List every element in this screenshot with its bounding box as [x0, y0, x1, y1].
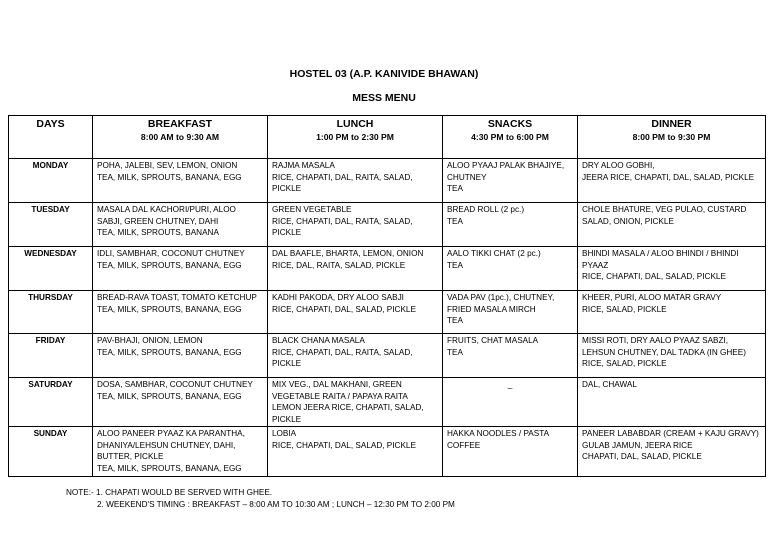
- lunch-item-line: LOBIA: [272, 429, 297, 438]
- header-days: [9, 116, 93, 159]
- dinner-cell: [578, 159, 766, 203]
- dinner-item-line: GULAB JAMUN, JEERA RICE: [582, 440, 693, 450]
- lunch-cell: [268, 159, 443, 203]
- breakfast-item-line: SABJI, GREEN CHUTNEY, DAHI: [97, 216, 219, 226]
- note-ghee: NOTE:- 1. CHAPATI WOULD BE SERVED WITH GHEE.: [66, 488, 273, 497]
- breakfast-cell: [93, 427, 268, 477]
- dinner-cell: [578, 203, 766, 247]
- breakfast-item-line: TEA, MILK, SPROUTS, BANANA, EGG: [97, 463, 242, 473]
- dinner-cell: [578, 378, 766, 427]
- day-cell: WEDNESDAY: [9, 247, 93, 291]
- breakfast-item-line: MASALA DAL KACHORI/PURI, ALOO: [97, 205, 236, 214]
- menu-row-wednesday: [9, 247, 766, 291]
- mess-menu-table: [8, 115, 766, 477]
- snacks-cell: [443, 159, 578, 203]
- menu-body: [9, 159, 766, 477]
- snacks-cell: [443, 203, 578, 247]
- lunch-item-line: RICE, CHAPATI, DAL, RAITA, SALAD,: [272, 172, 413, 182]
- header-snacks-label: SNACKS: [487, 118, 533, 130]
- dinner-item-line: RICE, SALAD, PICKLE: [582, 359, 667, 368]
- lunch-item-line: PICKLE: [272, 414, 302, 424]
- breakfast-cell: [93, 203, 268, 247]
- lunch-item-line: RICE, CHAPATI, DAL, SALAD, PICKLE: [272, 440, 416, 450]
- lunch-item-line: BLACK CHANA MASALA: [272, 336, 365, 345]
- menu-row-saturday: [9, 378, 766, 427]
- header-snacks-time: 4:30 PM to 6:00 PM: [471, 132, 549, 142]
- lunch-item-line: LEMON JEERA RICE, CHAPATI, SALAD,: [272, 403, 424, 412]
- breakfast-cell: [93, 378, 268, 427]
- day-cell: MONDAY: [9, 159, 93, 203]
- dinner-item-line: RICE, CHAPATI, DAL, SALAD, PICKLE: [582, 272, 726, 281]
- header-lunch-label: LUNCH: [336, 118, 374, 130]
- lunch-item-line: RICE, CHAPATI, DAL, RAITA, SALAD,: [272, 347, 413, 357]
- snacks-item-line: _: [507, 380, 513, 389]
- day-cell: SUNDAY: [9, 427, 93, 477]
- lunch-cell: [268, 247, 443, 291]
- breakfast-cell: [93, 334, 268, 378]
- breakfast-cell: [93, 291, 268, 334]
- menu-row-sunday: [9, 427, 766, 477]
- dinner-item-line: DAL, CHAWAL: [582, 380, 637, 389]
- breakfast-item-line: BUTTER, PICKLE: [97, 452, 164, 461]
- snacks-cell: [443, 427, 578, 477]
- header-lunch-time: 1:00 PM to 2:30 PM: [316, 132, 394, 142]
- menu-row-tuesday: [9, 203, 766, 247]
- snacks-item-line: TEA: [447, 216, 463, 226]
- header-breakfast: [93, 116, 268, 159]
- lunch-item-line: RICE, CHAPATI, DAL, RAITA, SALAD,: [272, 216, 413, 226]
- breakfast-item-line: PAV-BHAJI, ONION, LEMON: [97, 336, 203, 345]
- dinner-item-line: CHAPATI, DAL, SALAD, PICKLE: [582, 452, 702, 461]
- lunch-cell: [268, 291, 443, 334]
- menu-row-thursday: [9, 291, 766, 334]
- lunch-item-line: PICKLE: [272, 228, 302, 237]
- snacks-item-line: TEA: [447, 184, 463, 193]
- header-breakfast-time: 8:00 AM to 9:30 AM: [140, 132, 220, 142]
- dinner-item-line: RICE, SALAD, PICKLE: [582, 304, 667, 314]
- document-subtitle: MESS MENU: [352, 92, 416, 104]
- lunch-item-line: VEGETABLE RAITA / PAPAYA RAITA: [272, 391, 408, 401]
- dinner-cell: [578, 334, 766, 378]
- note-weekend-timing: 2. WEEKEND'S TIMING : BREAKFAST – 8:00 AM TO 10:30 AM ; LUNCH – 12:30 PM TO 2:00 PM: [97, 500, 455, 509]
- dinner-item-line: DRY ALOO GOBHI,: [582, 161, 655, 170]
- breakfast-cell: [93, 247, 268, 291]
- dinner-item-line: SALAD, ONION, PICKLE: [582, 216, 674, 226]
- snacks-item-line: BREAD ROLL (2 pc.): [447, 205, 525, 214]
- dinner-item-line: CHOLE BHATURE, VEG PULAO, CUSTARD: [582, 205, 747, 214]
- dinner-item-line: BHINDI MASALA / ALOO BHINDI / BHINDI: [582, 249, 739, 258]
- document-title: HOSTEL 03 (A.P. KANIVIDE BHAWAN): [289, 68, 479, 80]
- dinner-item-line: KHEER, PURI, ALOO MATAR GRAVY: [582, 293, 722, 302]
- breakfast-item-line: POHA, JALEBI, SEV, LEMON, ONION: [97, 161, 238, 170]
- dinner-cell: [578, 427, 766, 477]
- breakfast-item-line: ALOO PANEER PYAAZ KA PARANTHA,: [97, 429, 245, 438]
- snacks-cell: [443, 334, 578, 378]
- breakfast-item-line: BREAD-RAVA TOAST, TOMATO KETCHUP: [97, 293, 257, 302]
- lunch-item-line: RICE, CHAPATI, DAL, SALAD, PICKLE: [272, 304, 416, 314]
- breakfast-item-line: TEA, MILK, SPROUTS, BANANA, EGG: [97, 347, 242, 357]
- snacks-cell: [443, 247, 578, 291]
- header-snacks: [443, 116, 578, 159]
- day-cell: FRIDAY: [9, 334, 93, 378]
- dinner-item-line: JEERA RICE, CHAPATI, DAL, SALAD, PICKLE: [582, 172, 755, 182]
- snacks-item-line: CHUTNEY: [447, 172, 487, 182]
- dinner-cell: [578, 291, 766, 334]
- header-dinner-time: 8:00 PM to 9:30 PM: [632, 132, 711, 142]
- dinner-item-line: LEHSUN CHUTNEY, DAL TADKA (IN GHEE): [582, 347, 746, 357]
- snacks-item-line: TEA: [447, 347, 463, 357]
- menu-row-monday: [9, 159, 766, 203]
- header-breakfast-label: BREAKFAST: [147, 118, 213, 130]
- snacks-item-line: ALOO PYAAJ PALAK BHAJIYE,: [447, 161, 565, 170]
- dinner-cell: [578, 247, 766, 291]
- lunch-cell: [268, 203, 443, 247]
- breakfast-item-line: TEA, MILK, SPROUTS, BANANA, EGG: [97, 260, 242, 270]
- snacks-item-line: TEA: [447, 316, 463, 325]
- header-row: [9, 116, 766, 159]
- lunch-item-line: KADHI PAKODA, DRY ALOO SABJI: [272, 293, 404, 302]
- breakfast-cell: [93, 159, 268, 203]
- lunch-item-line: PICKLE: [272, 184, 302, 193]
- day-cell: THURSDAY: [9, 291, 93, 334]
- snacks-cell: [443, 291, 578, 334]
- breakfast-item-line: TEA, MILK, SPROUTS, BANANA: [97, 228, 219, 237]
- lunch-cell: [268, 378, 443, 427]
- breakfast-item-line: TEA, MILK, SPROUTS, BANANA, EGG: [97, 391, 242, 401]
- snacks-cell: [443, 378, 578, 427]
- lunch-cell: [268, 427, 443, 477]
- snacks-item-line: COFFEE: [447, 440, 481, 450]
- snacks-item-line: VADA PAV (1pc.), CHUTNEY,: [447, 293, 555, 302]
- snacks-item-line: FRIED MASALA MIRCH: [447, 304, 536, 314]
- breakfast-item-line: TEA, MILK, SPROUTS, BANANA, EGG: [97, 304, 242, 314]
- lunch-item-line: DAL BAAFLE, BHARTA, LEMON, ONION: [272, 249, 424, 258]
- header-lunch: [268, 116, 443, 159]
- lunch-item-line: MIX VEG., DAL MAKHANI, GREEN: [272, 380, 402, 389]
- header-dinner: [578, 116, 766, 159]
- lunch-item-line: RICE, DAL, RAITA, SALAD, PICKLE: [272, 260, 406, 270]
- day-cell: SATURDAY: [9, 378, 93, 427]
- dinner-item-line: PYAAZ: [582, 260, 609, 270]
- breakfast-item-line: IDLI, SAMBHAR, COCONUT CHUTNEY: [97, 249, 245, 258]
- lunch-item-line: RAJMA MASALA: [272, 161, 335, 170]
- dinner-item-line: PANEER LABABDAR (CREAM + KAJU GRAVY): [582, 429, 759, 438]
- day-cell: TUESDAY: [9, 203, 93, 247]
- header-days-label: DAYS: [36, 118, 65, 130]
- snacks-item-line: AALO TIKKI CHAT (2 pc.): [447, 249, 541, 258]
- dinner-item-line: MISSI ROTI, DRY AALO PYAAZ SABZI,: [582, 336, 729, 345]
- lunch-cell: [268, 334, 443, 378]
- lunch-item-line: GREEN VEGETABLE: [272, 205, 352, 214]
- breakfast-item-line: DHANIYA/LEHSUN CHUTNEY, DAHI,: [97, 440, 236, 450]
- breakfast-item-line: DOSA, SAMBHAR, COCONUT CHUTNEY: [97, 380, 253, 389]
- snacks-item-line: HAKKA NOODLES / PASTA: [447, 429, 550, 438]
- snacks-item-line: FRUITS, CHAT MASALA: [447, 336, 539, 345]
- menu-row-friday: [9, 334, 766, 378]
- header-dinner-label: DINNER: [651, 118, 692, 130]
- lunch-item-line: PICKLE: [272, 359, 302, 368]
- breakfast-item-line: TEA, MILK, SPROUTS, BANANA, EGG: [97, 172, 242, 182]
- snacks-item-line: TEA: [447, 260, 463, 270]
